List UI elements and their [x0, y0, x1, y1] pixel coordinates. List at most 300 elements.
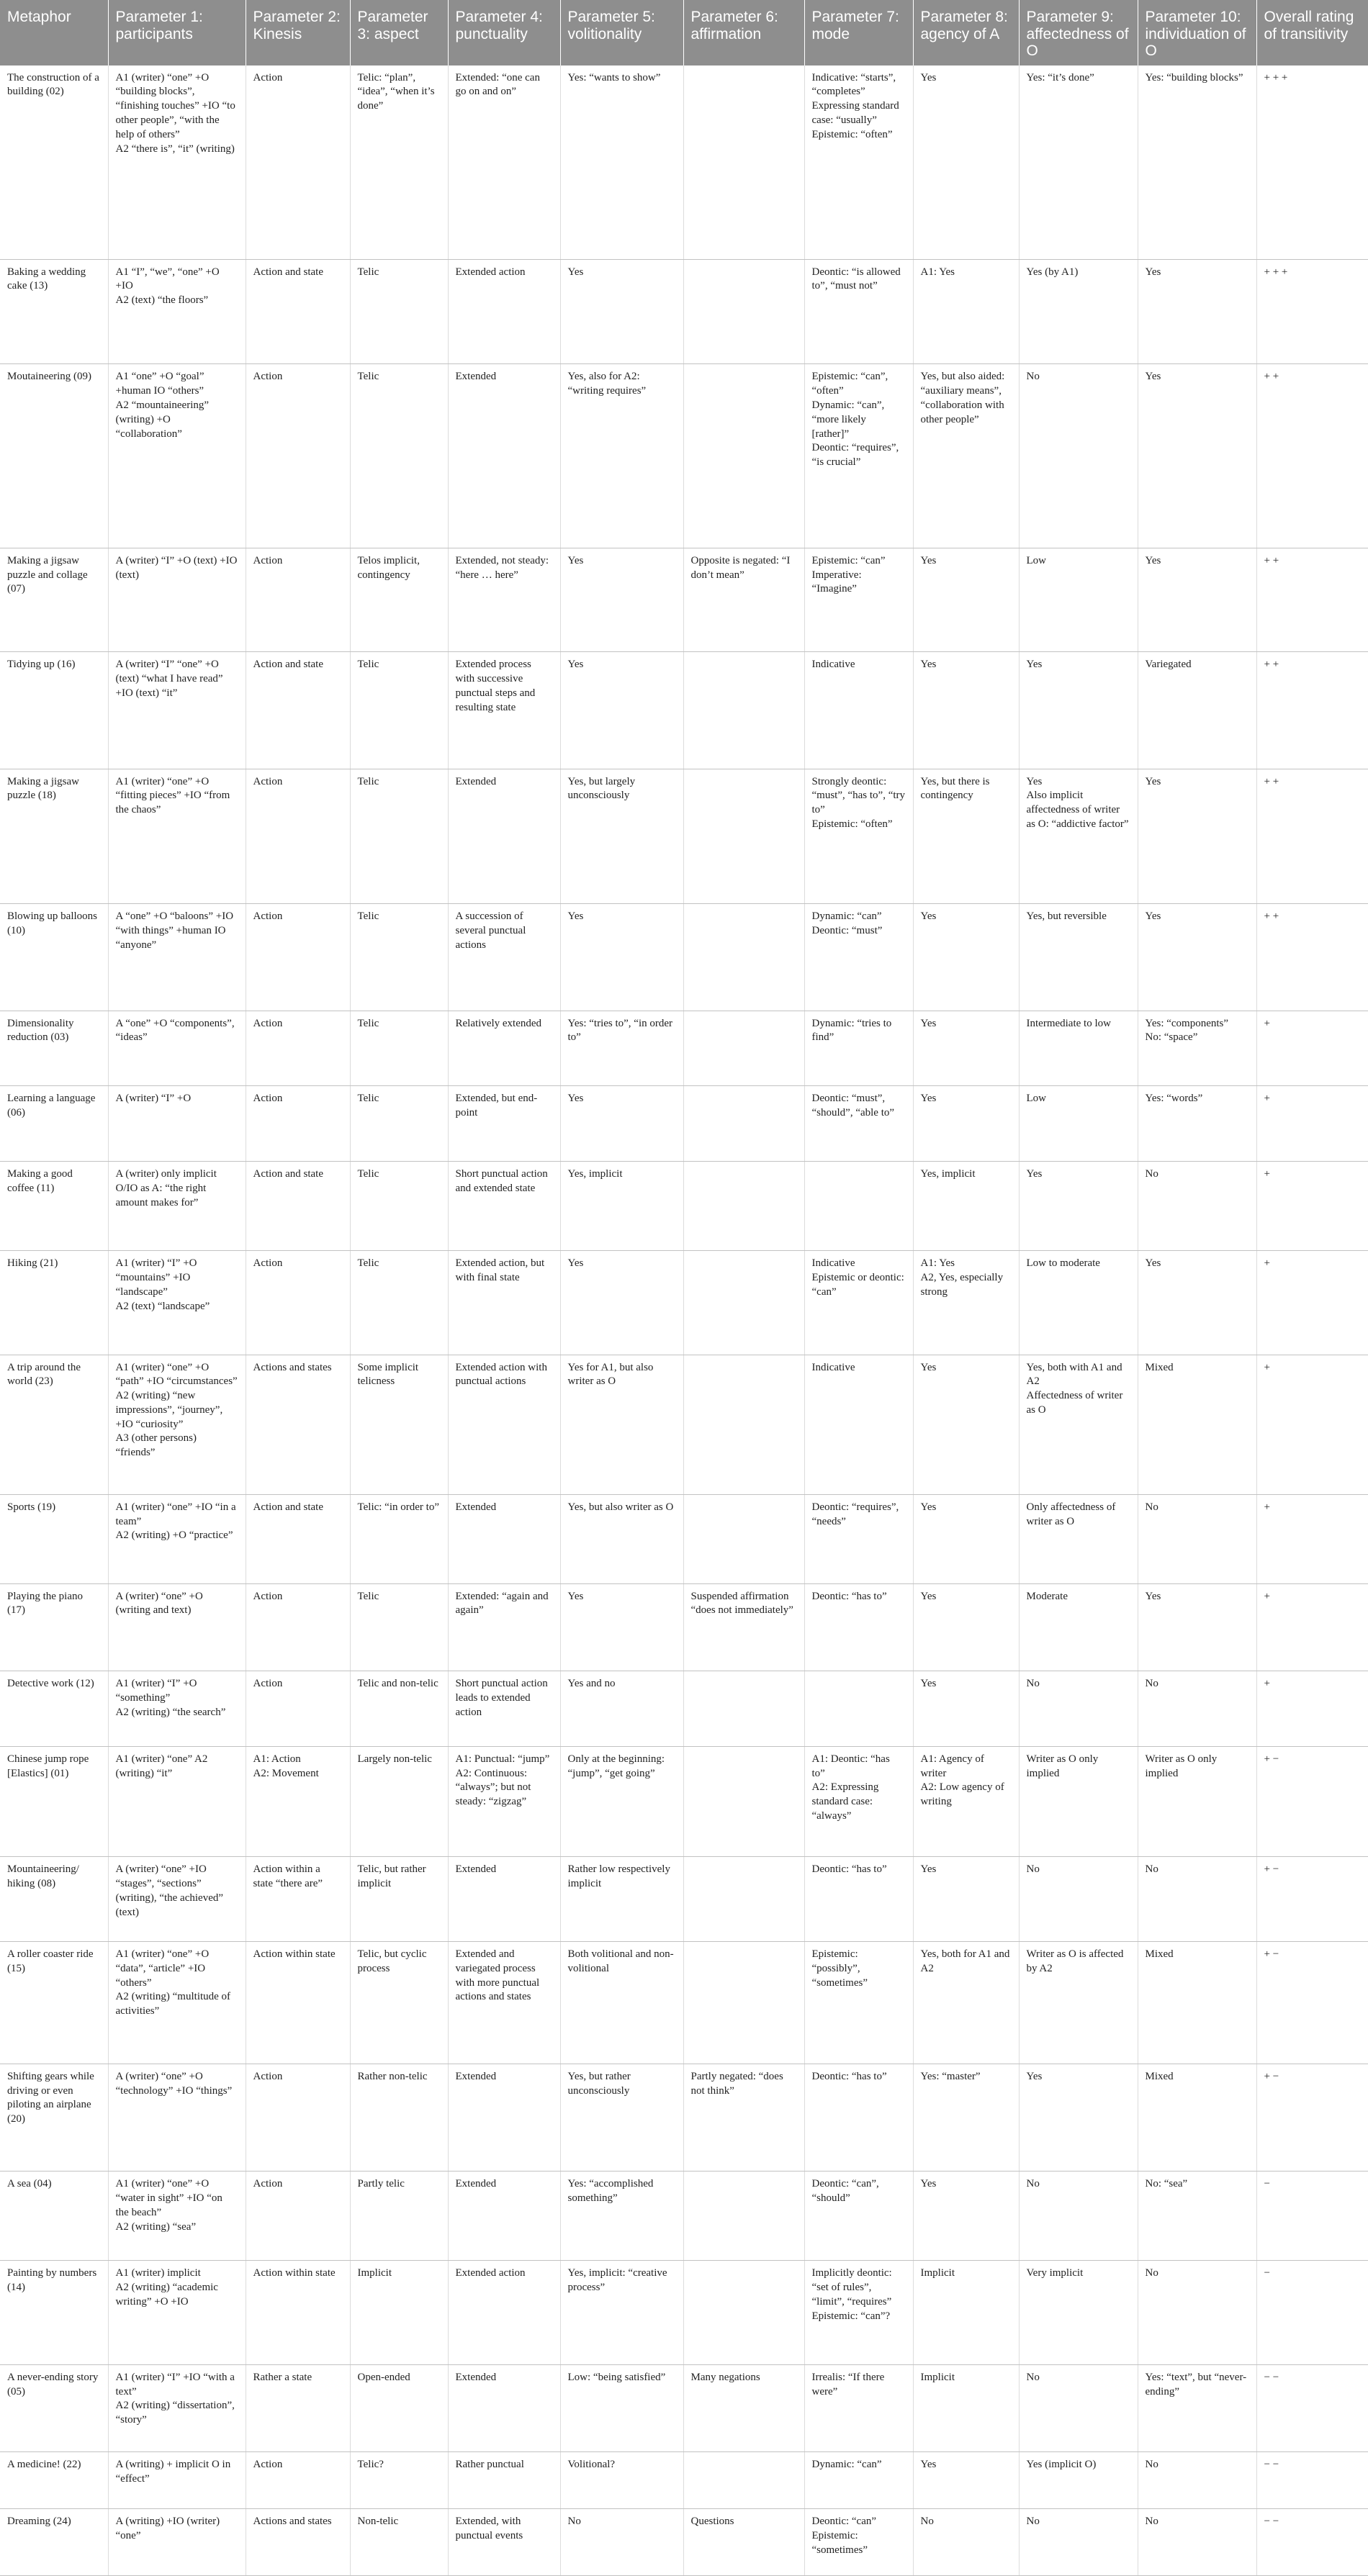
individuation-cell: No: [1138, 1162, 1256, 1251]
punctuality-cell: Extended: [448, 769, 560, 904]
mode-cell: [804, 1162, 913, 1251]
affirmation-cell: [683, 2171, 804, 2261]
table-row: [0, 1162, 1368, 1251]
individuation-cell: Mixed: [1138, 2064, 1256, 2171]
agency-cell: Yes, but also aided: “auxiliary means”, “collaboration with other people”: [913, 364, 1019, 548]
kinesis-cell: Action within state: [246, 1941, 350, 2064]
table-row: [0, 2261, 1368, 2364]
volitionality-cell: Only at the beginning: “jump”, “get going”: [560, 1746, 683, 1856]
volitionality-cell: Yes, implicit: [560, 1162, 683, 1251]
affectedness-cell: Low: [1019, 1086, 1138, 1162]
participants-cell: A (writing) +IO (writer) “one”: [108, 2509, 246, 2576]
individuation-cell: No: [1138, 2509, 1256, 2576]
rating-cell: +: [1256, 1011, 1368, 1086]
rating-cell: − −: [1256, 2364, 1368, 2451]
header-affirmation: Parameter 6: affirmation: [683, 0, 804, 65]
affectedness-cell: No: [1019, 1857, 1138, 1942]
table-body: [0, 65, 1368, 2576]
affectedness-cell: No: [1019, 1671, 1138, 1747]
metaphor-cell: Dimensionality reduction (03): [0, 1011, 108, 1086]
table-row: [0, 1941, 1368, 2064]
kinesis-cell: Action: [246, 1011, 350, 1086]
rating-cell: + + +: [1256, 259, 1368, 364]
punctuality-cell: Extended: “one can go on and on”: [448, 65, 560, 260]
mode-cell: Irrealis: “If there were”: [804, 2364, 913, 2451]
header-punctuality: Parameter 4: punctuality: [448, 0, 560, 65]
aspect-cell: Telic and non-telic: [350, 1671, 448, 1747]
punctuality-cell: Rather punctual: [448, 2452, 560, 2509]
affectedness-cell: No: [1019, 2171, 1138, 2261]
metaphor-cell: Moutaineering (09): [0, 364, 108, 548]
rating-cell: +: [1256, 1671, 1368, 1747]
header-mode: Parameter 7: mode: [804, 0, 913, 65]
mode-cell: Epistemic: “can”, “often” Dynamic: “can”, “more likely [rather]” Deontic: “requires”, “is crucial”: [804, 364, 913, 548]
kinesis-cell: Rather a state: [246, 2364, 350, 2451]
mode-cell: A1: Deontic: “has to” A2: Expressing standard case: “always”: [804, 1746, 913, 1856]
aspect-cell: Telic, but cyclic process: [350, 1941, 448, 2064]
rating-cell: − −: [1256, 2509, 1368, 2576]
volitionality-cell: Yes: [560, 548, 683, 651]
volitionality-cell: Yes: [560, 1086, 683, 1162]
volitionality-cell: Yes and no: [560, 1671, 683, 1747]
aspect-cell: Partly telic: [350, 2171, 448, 2261]
agency-cell: Yes: [913, 2452, 1019, 2509]
punctuality-cell: Extended: [448, 2364, 560, 2451]
metaphor-cell: Baking a wedding cake (13): [0, 259, 108, 364]
agency-cell: Yes: [913, 1355, 1019, 1494]
table-row: [0, 652, 1368, 769]
punctuality-cell: Extended process with successive punctual steps and resulting state: [448, 652, 560, 769]
punctuality-cell: Extended, but end-point: [448, 1086, 560, 1162]
table-row: [0, 1583, 1368, 1671]
table-row: [0, 2452, 1368, 2509]
individuation-cell: Yes: “words”: [1138, 1086, 1256, 1162]
affirmation-cell: [683, 1671, 804, 1747]
metaphor-cell: Making a jigsaw puzzle (18): [0, 769, 108, 904]
table-row: [0, 65, 1368, 260]
rating-cell: +: [1256, 1086, 1368, 1162]
affirmation-cell: [683, 1162, 804, 1251]
punctuality-cell: Relatively extended: [448, 1011, 560, 1086]
participants-cell: A1 (writer) “one” +IO “in a team” A2 (writing) +O “practice”: [108, 1494, 246, 1583]
mode-cell: Deontic: “can”, “should”: [804, 2171, 913, 2261]
affectedness-cell: Low: [1019, 548, 1138, 651]
rating-cell: +: [1256, 1355, 1368, 1494]
punctuality-cell: Extended action: [448, 259, 560, 364]
individuation-cell: Mixed: [1138, 1355, 1256, 1494]
kinesis-cell: Action: [246, 364, 350, 548]
participants-cell: A (writer) “one” +IO “stages”, “sections” (writing), “the achieved” (text): [108, 1857, 246, 1942]
aspect-cell: Telic: “in order to”: [350, 1494, 448, 1583]
agency-cell: Yes: [913, 1671, 1019, 1747]
aspect-cell: Telic: [350, 1086, 448, 1162]
kinesis-cell: Action: [246, 1251, 350, 1355]
individuation-cell: Yes: [1138, 364, 1256, 548]
table-row: [0, 2171, 1368, 2261]
table-row: [0, 1746, 1368, 1856]
rating-cell: + +: [1256, 548, 1368, 651]
metaphor-cell: A never-ending story (05): [0, 2364, 108, 2451]
metaphor-cell: The construction of a building (02): [0, 65, 108, 260]
volitionality-cell: Yes: [560, 259, 683, 364]
rating-cell: + +: [1256, 769, 1368, 904]
table-row: [0, 259, 1368, 364]
affectedness-cell: Yes: [1019, 2064, 1138, 2171]
table-row: [0, 364, 1368, 548]
rating-cell: + −: [1256, 1746, 1368, 1856]
rating-cell: + +: [1256, 904, 1368, 1011]
table-row: [0, 904, 1368, 1011]
affirmation-cell: [683, 1494, 804, 1583]
aspect-cell: Rather non-telic: [350, 2064, 448, 2171]
agency-cell: Yes: [913, 1011, 1019, 1086]
individuation-cell: Mixed: [1138, 1941, 1256, 2064]
rating-cell: +: [1256, 1494, 1368, 1583]
individuation-cell: Yes: “text”, but “never-ending”: [1138, 2364, 1256, 2451]
volitionality-cell: Low: “being satisfied”: [560, 2364, 683, 2451]
table-row: [0, 2064, 1368, 2171]
metaphor-cell: Dreaming (24): [0, 2509, 108, 2576]
punctuality-cell: Extended, with punctual events: [448, 2509, 560, 2576]
metaphor-cell: Shifting gears while driving or even piloting an airplane (20): [0, 2064, 108, 2171]
participants-cell: A (writer) “I” +O (text) +IO (text): [108, 548, 246, 651]
table-row: [0, 769, 1368, 904]
individuation-cell: Yes: “components” No: “space”: [1138, 1011, 1256, 1086]
kinesis-cell: Action: [246, 548, 350, 651]
agency-cell: Yes: [913, 652, 1019, 769]
individuation-cell: Yes: [1138, 548, 1256, 651]
punctuality-cell: Extended action: [448, 2261, 560, 2364]
agency-cell: Yes: [913, 904, 1019, 1011]
agency-cell: Yes: [913, 1086, 1019, 1162]
participants-cell: A (writer) only implicit O/IO as A: “the right amount makes for”: [108, 1162, 246, 1251]
header-volitionality: Parameter 5: volitionality: [560, 0, 683, 65]
mode-cell: Deontic: “must”, “should”, “able to”: [804, 1086, 913, 1162]
metaphor-cell: Making a good coffee (11): [0, 1162, 108, 1251]
kinesis-cell: Action and state: [246, 652, 350, 769]
header-agency: Parameter 8: agency of A: [913, 0, 1019, 65]
mode-cell: Dynamic: “can” Deontic: “must”: [804, 904, 913, 1011]
participants-cell: A1 (writer) “one” +O “building blocks”, “finishing touches” +IO “to other people”, “with the help of others” A2 “there is”, “it” (writing): [108, 65, 246, 260]
affirmation-cell: [683, 769, 804, 904]
table-row: [0, 548, 1368, 651]
kinesis-cell: Action: [246, 1671, 350, 1747]
metaphor-cell: Making a jigsaw puzzle and collage (07): [0, 548, 108, 651]
metaphor-cell: A medicine! (22): [0, 2452, 108, 2509]
table-row: [0, 1857, 1368, 1942]
agency-cell: Yes: [913, 1857, 1019, 1942]
agency-cell: Yes: [913, 2171, 1019, 2261]
volitionality-cell: No: [560, 2509, 683, 2576]
agency-cell: A1: Agency of writer A2: Low agency of writing: [913, 1746, 1019, 1856]
affirmation-cell: Many negations: [683, 2364, 804, 2451]
affectedness-cell: Writer as O is affected by A2: [1019, 1941, 1138, 2064]
table-row: [0, 2364, 1368, 2451]
agency-cell: Implicit: [913, 2261, 1019, 2364]
aspect-cell: Implicit: [350, 2261, 448, 2364]
kinesis-cell: Action: [246, 65, 350, 260]
aspect-cell: Some implicit telicness: [350, 1355, 448, 1494]
punctuality-cell: A1: Punctual: “jump” A2: Continuous: “always”; but not steady: “zigzag”: [448, 1746, 560, 1856]
metaphor-cell: A trip around the world (23): [0, 1355, 108, 1494]
punctuality-cell: Extended action with punctual actions: [448, 1355, 560, 1494]
agency-cell: A1: Yes A2, Yes, especially strong: [913, 1251, 1019, 1355]
kinesis-cell: Action: [246, 769, 350, 904]
header-kinesis: Parameter 2: Kinesis: [246, 0, 350, 65]
kinesis-cell: Action: [246, 1583, 350, 1671]
agency-cell: Yes, both for A1 and A2: [913, 1941, 1019, 2064]
volitionality-cell: Volitional?: [560, 2452, 683, 2509]
mode-cell: Deontic: “has to”: [804, 1857, 913, 1942]
header-overall-rating: Overall rating of transitivity: [1256, 0, 1368, 65]
table-row: [0, 2509, 1368, 2576]
table-row: [0, 1086, 1368, 1162]
participants-cell: A1 (writer) “one” +O “data”, “article” +IO “others” A2 (writing) “multitude of activities”: [108, 1941, 246, 2064]
table-row: [0, 1251, 1368, 1355]
metaphor-cell: Playing the piano (17): [0, 1583, 108, 1671]
affectedness-cell: Yes: [1019, 1162, 1138, 1251]
affectedness-cell: Low to moderate: [1019, 1251, 1138, 1355]
individuation-cell: No: “sea”: [1138, 2171, 1256, 2261]
kinesis-cell: A1: Action A2: Movement: [246, 1746, 350, 1856]
punctuality-cell: Extended: [448, 2064, 560, 2171]
individuation-cell: Yes: “building blocks”: [1138, 65, 1256, 260]
aspect-cell: Telos implicit, contingency: [350, 548, 448, 651]
aspect-cell: Telic: [350, 769, 448, 904]
participants-cell: A1 (writer) “one” +O “fitting pieces” +IO “from the chaos”: [108, 769, 246, 904]
kinesis-cell: Action: [246, 2171, 350, 2261]
punctuality-cell: Extended: “again and again”: [448, 1583, 560, 1671]
rating-cell: +: [1256, 1251, 1368, 1355]
table-row: [0, 1494, 1368, 1583]
kinesis-cell: Action and state: [246, 1494, 350, 1583]
participants-cell: A1 “I”, “we”, “one” +O +IO A2 (text) “the floors”: [108, 259, 246, 364]
participants-cell: A1 “one” +O “goal” +human IO “others” A2 “mountaineering” (writing) +O “collaboration”: [108, 364, 246, 548]
mode-cell: Deontic: “has to”: [804, 2064, 913, 2171]
table-row: [0, 1671, 1368, 1747]
affectedness-cell: No: [1019, 2509, 1138, 2576]
metaphor-cell: Tidying up (16): [0, 652, 108, 769]
aspect-cell: Telic: [350, 652, 448, 769]
individuation-cell: No: [1138, 2261, 1256, 2364]
kinesis-cell: Action: [246, 2452, 350, 2509]
affirmation-cell: [683, 259, 804, 364]
affectedness-cell: Very implicit: [1019, 2261, 1138, 2364]
aspect-cell: Telic: [350, 904, 448, 1011]
participants-cell: A1 (writer) implicit A2 (writing) “academic writing” +O +IO: [108, 2261, 246, 2364]
affirmation-cell: Questions: [683, 2509, 804, 2576]
volitionality-cell: Yes: “wants to show”: [560, 65, 683, 260]
participants-cell: A (writer) “I” “one” +O (text) “what I have read” +IO (text) “it”: [108, 652, 246, 769]
affectedness-cell: Writer as O only implied: [1019, 1746, 1138, 1856]
affectedness-cell: Yes, both with A1 and A2 Affectedness of writer as O: [1019, 1355, 1138, 1494]
volitionality-cell: Yes, also for A2: “writing requires”: [560, 364, 683, 548]
rating-cell: +: [1256, 1162, 1368, 1251]
affirmation-cell: [683, 1251, 804, 1355]
rating-cell: −: [1256, 2171, 1368, 2261]
individuation-cell: No: [1138, 2452, 1256, 2509]
rating-cell: + + +: [1256, 65, 1368, 260]
volitionality-cell: Yes: [560, 904, 683, 1011]
individuation-cell: Writer as O only implied: [1138, 1746, 1256, 1856]
affirmation-cell: [683, 1941, 804, 2064]
affectedness-cell: Yes, but reversible: [1019, 904, 1138, 1011]
agency-cell: Yes, but there is contingency: [913, 769, 1019, 904]
table-row: [0, 1355, 1368, 1494]
affectedness-cell: Yes Also implicit affectedness of writer as O: “addictive factor”: [1019, 769, 1138, 904]
punctuality-cell: Short punctual action and extended state: [448, 1162, 560, 1251]
metaphor-cell: Blowing up balloons (10): [0, 904, 108, 1011]
affirmation-cell: [683, 65, 804, 260]
metaphor-cell: Chinese jump rope [Elastics] (01): [0, 1746, 108, 1856]
mode-cell: Strongly deontic: “must”, “has to”, “try to” Epistemic: “often”: [804, 769, 913, 904]
participants-cell: A (writer) “I” +O: [108, 1086, 246, 1162]
affirmation-cell: [683, 1086, 804, 1162]
kinesis-cell: Action within state: [246, 2261, 350, 2364]
mode-cell: Deontic: “has to”: [804, 1583, 913, 1671]
affectedness-cell: Yes: “it’s done”: [1019, 65, 1138, 260]
participants-cell: A1 (writer) “one” +O “path” +IO “circumstances” A2 (writing) “new impressions”, “journey”, +IO “curiosity” A3 (other persons) “friends”: [108, 1355, 246, 1494]
volitionality-cell: Yes: [560, 1251, 683, 1355]
participants-cell: A1 (writer) “I” +O “something” A2 (writing) “the search”: [108, 1671, 246, 1747]
kinesis-cell: Action and state: [246, 1162, 350, 1251]
aspect-cell: Telic, but rather implicit: [350, 1857, 448, 1942]
rating-cell: + −: [1256, 1941, 1368, 2064]
affectedness-cell: Yes: [1019, 652, 1138, 769]
agency-cell: Yes: [913, 65, 1019, 260]
punctuality-cell: Extended: [448, 364, 560, 548]
volitionality-cell: Yes: “tries to”, “in order to”: [560, 1011, 683, 1086]
mode-cell: Deontic: “can” Epistemic: “sometimes”: [804, 2509, 913, 2576]
agency-cell: Yes: “master”: [913, 2064, 1019, 2171]
individuation-cell: Yes: [1138, 1583, 1256, 1671]
punctuality-cell: Extended: [448, 2171, 560, 2261]
affirmation-cell: [683, 1011, 804, 1086]
aspect-cell: Telic: [350, 1162, 448, 1251]
header-row: [0, 0, 1368, 65]
volitionality-cell: Yes: [560, 652, 683, 769]
table-row: [0, 1011, 1368, 1086]
affectedness-cell: Intermediate to low: [1019, 1011, 1138, 1086]
aspect-cell: Telic: [350, 1583, 448, 1671]
agency-cell: Yes: [913, 1583, 1019, 1671]
mode-cell: Deontic: “is allowed to”, “must not”: [804, 259, 913, 364]
kinesis-cell: Action and state: [246, 259, 350, 364]
kinesis-cell: Action: [246, 2064, 350, 2171]
affirmation-cell: [683, 1857, 804, 1942]
aspect-cell: Telic: [350, 364, 448, 548]
volitionality-cell: Yes, but largely unconsciously: [560, 769, 683, 904]
affectedness-cell: Yes (implicit O): [1019, 2452, 1138, 2509]
aspect-cell: Open-ended: [350, 2364, 448, 2451]
individuation-cell: No: [1138, 1671, 1256, 1747]
punctuality-cell: Extended: [448, 1857, 560, 1942]
participants-cell: A (writer) “one” +O (writing and text): [108, 1583, 246, 1671]
kinesis-cell: Action within a state “there are”: [246, 1857, 350, 1942]
aspect-cell: Telic: [350, 1251, 448, 1355]
affirmation-cell: [683, 652, 804, 769]
mode-cell: Indicative: [804, 1355, 913, 1494]
kinesis-cell: Action: [246, 1086, 350, 1162]
affectedness-cell: No: [1019, 364, 1138, 548]
mode-cell: Epistemic: “possibly”, “sometimes”: [804, 1941, 913, 2064]
mode-cell: Deontic: “requires”, “needs”: [804, 1494, 913, 1583]
header-metaphor: Metaphor: [0, 0, 108, 65]
mode-cell: [804, 1671, 913, 1747]
kinesis-cell: Action: [246, 904, 350, 1011]
aspect-cell: Largely non-telic: [350, 1746, 448, 1856]
volitionality-cell: Both volitional and non-volitional: [560, 1941, 683, 2064]
volitionality-cell: Yes: “accomplished something”: [560, 2171, 683, 2261]
volitionality-cell: Yes, but also writer as O: [560, 1494, 683, 1583]
participants-cell: A1 (writer) “one” +O “water in sight” +IO “on the beach” A2 (writing) “sea”: [108, 2171, 246, 2261]
metaphor-cell: Mountaineering/ hiking (08): [0, 1857, 108, 1942]
header-aspect: Parameter 3: aspect: [350, 0, 448, 65]
participants-cell: A (writer) “one” +O “technology” +IO “things”: [108, 2064, 246, 2171]
aspect-cell: Telic?: [350, 2452, 448, 2509]
punctuality-cell: A succession of several punctual actions: [448, 904, 560, 1011]
header-participants: Parameter 1: participants: [108, 0, 246, 65]
aspect-cell: Non-telic: [350, 2509, 448, 2576]
affirmation-cell: [683, 2452, 804, 2509]
rating-cell: −: [1256, 2261, 1368, 2364]
individuation-cell: No: [1138, 1857, 1256, 1942]
aspect-cell: Telic: “plan”, “idea”, “when it’s done”: [350, 65, 448, 260]
metaphor-cell: Detective work (12): [0, 1671, 108, 1747]
individuation-cell: Yes: [1138, 259, 1256, 364]
rating-cell: + −: [1256, 1857, 1368, 1942]
aspect-cell: Telic: [350, 1011, 448, 1086]
affirmation-cell: [683, 904, 804, 1011]
volitionality-cell: Rather low respectively implicit: [560, 1857, 683, 1942]
affirmation-cell: Opposite is negated: “I don’t mean”: [683, 548, 804, 651]
participants-cell: A (writing) + implicit O in “effect”: [108, 2452, 246, 2509]
volitionality-cell: Yes, but rather unconsciously: [560, 2064, 683, 2171]
agency-cell: Implicit: [913, 2364, 1019, 2451]
punctuality-cell: Extended action, but with final state: [448, 1251, 560, 1355]
rating-cell: + +: [1256, 364, 1368, 548]
volitionality-cell: Yes: [560, 1583, 683, 1671]
kinesis-cell: Actions and states: [246, 2509, 350, 2576]
mode-cell: Indicative: [804, 652, 913, 769]
kinesis-cell: Actions and states: [246, 1355, 350, 1494]
rating-cell: − −: [1256, 2452, 1368, 2509]
volitionality-cell: Yes, implicit: “creative process”: [560, 2261, 683, 2364]
metaphor-cell: Learning a language (06): [0, 1086, 108, 1162]
rating-cell: +: [1256, 1583, 1368, 1671]
agency-cell: Yes: [913, 1494, 1019, 1583]
affirmation-cell: Suspended affirmation “does not immediately”: [683, 1583, 804, 1671]
punctuality-cell: Extended and variegated process with more punctual actions and states: [448, 1941, 560, 2064]
rating-cell: + +: [1256, 652, 1368, 769]
agency-cell: No: [913, 2509, 1019, 2576]
header-affectedness: Parameter 9: affectedness of O: [1019, 0, 1138, 65]
rating-cell: + −: [1256, 2064, 1368, 2171]
affirmation-cell: [683, 2261, 804, 2364]
header-individuation: Parameter 10: individuation of O: [1138, 0, 1256, 65]
individuation-cell: Yes: [1138, 904, 1256, 1011]
mode-cell: Dynamic: “can”: [804, 2452, 913, 2509]
mode-cell: Implicitly deontic: “set of rules”, “limit”, “requires” Epistemic: “can”?: [804, 2261, 913, 2364]
individuation-cell: Yes: [1138, 1251, 1256, 1355]
affectedness-cell: Yes (by A1): [1019, 259, 1138, 364]
metaphor-cell: Sports (19): [0, 1494, 108, 1583]
participants-cell: A1 (writer) “I” +IO “with a text” A2 (writing) “dissertation”, “story”: [108, 2364, 246, 2451]
punctuality-cell: Extended: [448, 1494, 560, 1583]
mode-cell: Epistemic: “can” Imperative: “Imagine”: [804, 548, 913, 651]
individuation-cell: Yes: [1138, 769, 1256, 904]
punctuality-cell: Short punctual action leads to extended action: [448, 1671, 560, 1747]
